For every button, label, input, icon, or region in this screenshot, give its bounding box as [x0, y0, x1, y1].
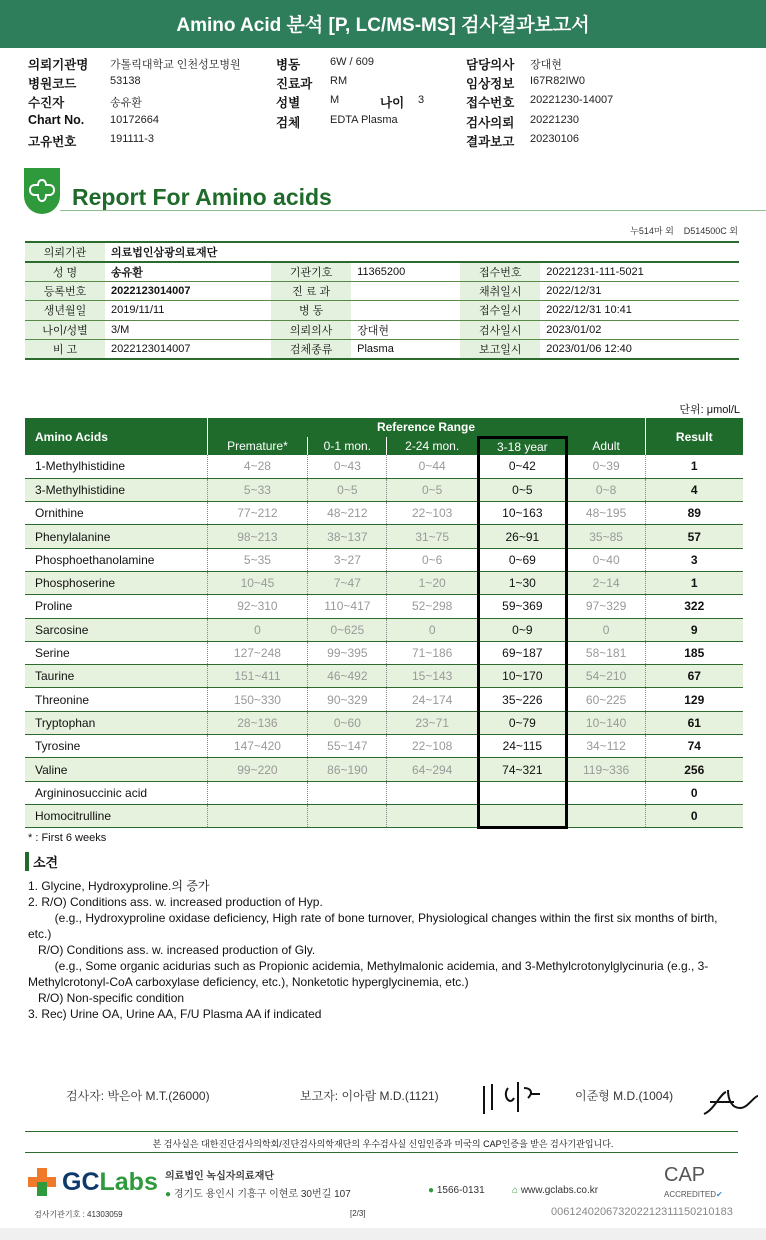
reference-range: 3~27: [308, 548, 387, 571]
reference-range: 0~625: [308, 618, 387, 641]
amino-acid-name: Argininosuccinic acid: [25, 781, 207, 804]
field-value: Plasma: [351, 340, 460, 360]
field-value: 2023/01/06 12:40: [540, 340, 739, 360]
amino-acid-table: [25, 418, 743, 829]
col-header-result: Result: [645, 418, 743, 455]
reference-range: 38~137: [308, 525, 387, 548]
amino-acid-name: 3-Methylhistidine: [25, 478, 207, 501]
result-value: 1: [645, 571, 743, 594]
reference-range: 54~210: [566, 665, 645, 688]
result-value: 129: [645, 688, 743, 711]
website[interactable]: ⌂ www.gclabs.co.kr: [512, 1185, 599, 1196]
reference-range: 0~40: [566, 548, 645, 571]
reference-range: 5~33: [207, 478, 308, 501]
table-row: [25, 548, 743, 571]
unit-label: 단위: μmol/L: [679, 404, 740, 416]
table-row: [25, 758, 743, 781]
table-row: [25, 478, 743, 501]
amino-acid-name: Proline: [25, 595, 207, 618]
col-header-range: Premature*: [207, 437, 308, 455]
field-label: 채취일시: [460, 281, 540, 301]
reference-range: [308, 804, 387, 827]
info-value: 가톨릭대학교 인천성모병원: [110, 59, 241, 71]
cap-logo: CAP: [664, 1164, 706, 1186]
reference-range: 64~294: [387, 758, 479, 781]
info-label: 진료과: [276, 77, 313, 91]
reference-range: 69~187: [478, 641, 566, 664]
info-value: I67R82IW0: [530, 75, 586, 87]
reference-range: 0: [207, 618, 308, 641]
amino-acid-name: Homocitrulline: [25, 804, 207, 827]
col-header-range: 0-1 mon.: [308, 437, 387, 455]
result-value: 185: [645, 641, 743, 664]
reference-range: [566, 804, 645, 827]
reference-range: 10~170: [478, 665, 566, 688]
reference-range: 58~181: [566, 641, 645, 664]
reference-range: [387, 804, 479, 827]
gc-labs-logo: GCLabs: [62, 1168, 158, 1196]
result-value: 256: [645, 758, 743, 781]
amino-acid-name: Tryptophan: [25, 711, 207, 734]
reference-range: 0~5: [478, 478, 566, 501]
reference-range: 0~5: [387, 478, 479, 501]
result-value: 61: [645, 711, 743, 734]
check-icon: ✔: [716, 1190, 723, 1199]
reference-range: 0~6: [387, 548, 479, 571]
amino-acid-name: Phosphoethanolamine: [25, 548, 207, 571]
amino-acid-name: Sarcosine: [25, 618, 207, 641]
reference-range: 147~420: [207, 735, 308, 758]
field-value: 송유환: [105, 262, 271, 282]
table-row: [25, 571, 743, 594]
info-value: 20221230-14007: [530, 94, 614, 106]
info-label: 임상정보: [466, 77, 515, 91]
info-label: Chart No.: [28, 113, 85, 127]
results-section: [25, 418, 743, 1022]
reference-range: 22~108: [387, 735, 479, 758]
table-row: [25, 502, 743, 525]
reference-range: 1~30: [478, 571, 566, 594]
reference-range: 99~395: [308, 641, 387, 664]
info-label: 검체: [276, 116, 301, 130]
table-row: [25, 595, 743, 618]
col-header-reference: Reference Range: [207, 418, 645, 437]
field-label: 접수일시: [460, 301, 540, 321]
reference-range: 0: [387, 618, 479, 641]
institution-code: 검사기관기호 : 41303059: [34, 1210, 123, 1219]
info-value: 53138: [110, 75, 141, 87]
divider: [25, 1152, 738, 1153]
patient-row: [25, 242, 739, 262]
amino-acid-name: Threonine: [25, 688, 207, 711]
col-header-range: 3-18 year: [478, 437, 566, 455]
order-info: [0, 0, 766, 160]
reference-range: [207, 804, 308, 827]
result-value: 0: [645, 804, 743, 827]
reference-range: 31~75: [387, 525, 479, 548]
info-label: 나이: [380, 96, 405, 110]
reference-range: 15~143: [387, 665, 479, 688]
result-value: 57: [645, 525, 743, 548]
field-value: 장대현: [351, 320, 460, 340]
reference-range: 10~45: [207, 571, 308, 594]
signature-supervisor: [700, 1082, 760, 1122]
field-label: 병 동: [271, 301, 351, 321]
info-label: 병원코드: [28, 77, 77, 91]
result-value: 89: [645, 502, 743, 525]
info-value: 3: [418, 94, 425, 106]
reference-range: 1~20: [387, 571, 479, 594]
reference-range: 59~369: [478, 595, 566, 618]
reference-range: 35~85: [566, 525, 645, 548]
result-value: 4: [645, 478, 743, 501]
info-label: 결과보고: [466, 135, 515, 149]
reference-range: 0~44: [387, 455, 479, 478]
reference-range: 86~190: [308, 758, 387, 781]
info-value: 191111-3: [110, 133, 155, 145]
info-label: 담당의사: [466, 58, 515, 72]
amino-acid-name: Phosphoserine: [25, 571, 207, 594]
reference-range: 23~71: [387, 711, 479, 734]
report-header: Amino Acid 분석 [P, LC/MS-MS] 검사결과보고서: [0, 0, 766, 48]
reference-range: 10~163: [478, 502, 566, 525]
reference-range: 90~329: [308, 688, 387, 711]
field-label: 보고일시: [460, 340, 540, 360]
result-value: 0: [645, 781, 743, 804]
table-row: [25, 618, 743, 641]
reference-range: 28~136: [207, 711, 308, 734]
reference-range: [478, 804, 566, 827]
reference-range: 0~79: [478, 711, 566, 734]
info-value: 10172664: [110, 114, 159, 126]
field-value: 11365200: [351, 262, 460, 282]
table-row: [25, 735, 743, 758]
location-icon: ●: [165, 1189, 172, 1200]
info-label: 고유번호: [28, 135, 77, 149]
table-row: [25, 641, 743, 664]
info-value: 6W / 609: [330, 56, 375, 68]
field-value: 3/M: [105, 320, 271, 340]
reference-range: 24~174: [387, 688, 479, 711]
info-label: 의뢰기관명: [28, 58, 89, 72]
reference-range: 46~492: [308, 665, 387, 688]
reference-range: 74~321: [478, 758, 566, 781]
amino-acid-name: Ornithine: [25, 502, 207, 525]
page-bottom-band: [0, 1228, 766, 1240]
reporter: 보고자: 이아람 M.D.(1121): [300, 1089, 439, 1103]
info-value: RM: [330, 75, 348, 87]
field-label: 성 명: [25, 262, 105, 282]
amino-acid-name: Taurine: [25, 665, 207, 688]
report-title-block: [24, 168, 766, 218]
divider: [25, 1131, 738, 1132]
field-label: 접수번호: [460, 262, 540, 282]
amino-acid-name: 1-Methylhistidine: [25, 455, 207, 478]
patient-row: [25, 340, 739, 360]
institution: 의료법인삼광의료재단: [105, 242, 739, 262]
reference-range: [207, 781, 308, 804]
amino-acid-name: Phenylalanine: [25, 525, 207, 548]
reference-range: 0~8: [566, 478, 645, 501]
field-label: 의뢰의사: [271, 320, 351, 340]
result-value: 322: [645, 595, 743, 618]
field-label: 생년월일: [25, 301, 105, 321]
info-value: M: [330, 94, 340, 106]
info-label: 병동: [276, 58, 301, 72]
reference-range: 98~213: [207, 525, 308, 548]
signature-reporter: [478, 1078, 548, 1118]
patient-row: [25, 320, 739, 340]
field-label: 비 고: [25, 340, 105, 360]
table-row: [25, 804, 743, 827]
report-title: Report For Amino acids: [72, 184, 332, 210]
field-value: 2022/12/31 10:41: [540, 301, 739, 321]
table-row: [25, 688, 743, 711]
reference-range: 150~330: [207, 688, 308, 711]
test-codes: 누514마 외 D514500C 외: [630, 226, 738, 236]
phone-icon: ●: [428, 1185, 435, 1196]
info-label: 성별: [276, 96, 301, 110]
home-icon: ⌂: [512, 1185, 519, 1196]
col-header-name: Amino Acids: [25, 418, 207, 455]
field-label: 진 료 과: [271, 281, 351, 301]
title-divider: [60, 210, 766, 211]
reference-range: [387, 781, 479, 804]
table-row: [25, 711, 743, 734]
reference-range: 60~225: [566, 688, 645, 711]
cross-logo-icon: [24, 168, 60, 214]
amino-acid-name: Valine: [25, 758, 207, 781]
phone: ● 1566-0131: [428, 1185, 485, 1196]
reference-range: 2~14: [566, 571, 645, 594]
info-value: 20221230: [530, 114, 579, 126]
amino-acid-name: Serine: [25, 641, 207, 664]
result-value: 1: [645, 455, 743, 478]
field-label: 검사일시: [460, 320, 540, 340]
reference-range: 10~140: [566, 711, 645, 734]
reference-range: 0~60: [308, 711, 387, 734]
field-value: 2022123014007: [105, 281, 271, 301]
reference-range: [566, 781, 645, 804]
table-row: [25, 455, 743, 478]
field-label: 검체종류: [271, 340, 351, 360]
table-row: [25, 525, 743, 548]
field-value: 2019/11/11: [105, 301, 271, 321]
page-number: [2/3]: [350, 1209, 366, 1218]
opinion-text: 1. Glycine, Hydroxyproline.의 증가 2. R/O) Conditions ass. w. increased production of Hyp. (e.g., Hydroxyproline oxidase deficiency, High rate of bone turnover, Physiological changes within the first six months of birth, etc.) R/O) Conditions ass. w. increased production of Gly. (e.g., Some organic acidurias such as Propionic acidemia, Methylmalonic acidemia, and 3-Methylcrotonylglycinuria (e.g., 3-Methylcrotonyl-CoA carboxylase deficiency, etc.), Nonketotic hyperglycinemia, etc.) R/O) Non-specific condition 3. Rec) Urine OA, Urine AA, F/U Plasma AA if indicated: [28, 879, 718, 1022]
reference-range: 119~336: [566, 758, 645, 781]
info-label: 접수번호: [466, 96, 515, 110]
gc-cross-logo-icon: [26, 1166, 58, 1198]
field-label: 등록번호: [25, 281, 105, 301]
col-header-range: 2-24 mon.: [387, 437, 479, 455]
opinion-title: 소견: [25, 852, 58, 871]
result-value: 74: [645, 735, 743, 758]
patient-table: [25, 241, 739, 360]
reference-range: [308, 781, 387, 804]
reference-range: 48~195: [566, 502, 645, 525]
table-row: [25, 781, 743, 804]
info-value: 장대현: [530, 59, 562, 71]
reference-range: 4~28: [207, 455, 308, 478]
info-value: 송유환: [110, 97, 142, 109]
table-row: [25, 665, 743, 688]
org-name: 의료법인 녹십자의료재단: [165, 1171, 275, 1182]
reference-range: 35~226: [478, 688, 566, 711]
reference-range: 92~310: [207, 595, 308, 618]
field-label: 기관기호: [271, 262, 351, 282]
info-value: EDTA Plasma: [330, 114, 398, 126]
reference-range: 110~417: [308, 595, 387, 618]
reference-range: 0~42: [478, 455, 566, 478]
reference-range: 71~186: [387, 641, 479, 664]
supervisor: 이준형 M.D.(1004): [575, 1089, 674, 1103]
reference-range: [478, 781, 566, 804]
reference-range: 99~220: [207, 758, 308, 781]
reference-range: 34~112: [566, 735, 645, 758]
barcode-number: 006124020673202212311150210183: [551, 1206, 733, 1218]
address: ● 경기도 용인시 기흥구 이현로 30번길 107: [165, 1189, 351, 1200]
reference-range: 97~329: [566, 595, 645, 618]
reference-range: 0~69: [478, 548, 566, 571]
field-label: 나이/성별: [25, 320, 105, 340]
reference-range: 5~35: [207, 548, 308, 571]
result-value: 9: [645, 618, 743, 641]
reference-range: 24~115: [478, 735, 566, 758]
field-value: 20221231-111-5021: [540, 262, 739, 282]
reference-range: 22~103: [387, 502, 479, 525]
field-value: 2022123014007: [105, 340, 271, 360]
patient-row: [25, 262, 739, 282]
reference-range: 0~9: [478, 618, 566, 641]
reference-range: 48~212: [308, 502, 387, 525]
reference-range: 0: [566, 618, 645, 641]
reference-range: 7~47: [308, 571, 387, 594]
patient-row: [25, 301, 739, 321]
footnote: * : First 6 weeks: [28, 832, 107, 845]
result-value: 3: [645, 548, 743, 571]
reference-range: 55~147: [308, 735, 387, 758]
field-label: 의뢰기관: [25, 242, 105, 262]
examiner: 검사자: 박은아 M.T.(26000): [66, 1089, 210, 1103]
field-value: 2022/12/31: [540, 281, 739, 301]
certification-note: 본 검사실은 대한진단검사의학회/진단검사의학재단의 우수검사실 신임인증과 미국의 CAP인증을 받은 검사기관입니다.: [152, 1139, 614, 1149]
info-value: 20230106: [530, 133, 579, 145]
reference-range: 0~43: [308, 455, 387, 478]
result-value: 67: [645, 665, 743, 688]
reference-range: 0~39: [566, 455, 645, 478]
reference-range: 26~91: [478, 525, 566, 548]
reference-range: 0~5: [308, 478, 387, 501]
patient-row: [25, 281, 739, 301]
cap-accredited: ACCREDITED✔: [664, 1190, 723, 1199]
field-value: [351, 301, 460, 321]
reference-range: 52~298: [387, 595, 479, 618]
col-header-range: Adult: [566, 437, 645, 455]
field-value: [351, 281, 460, 301]
info-label: 수진자: [28, 96, 65, 110]
info-label: 검사의뢰: [466, 116, 515, 130]
field-value: 2023/01/02: [540, 320, 739, 340]
reference-range: 151~411: [207, 665, 308, 688]
amino-acid-name: Tyrosine: [25, 735, 207, 758]
reference-range: 77~212: [207, 502, 308, 525]
reference-range: 127~248: [207, 641, 308, 664]
